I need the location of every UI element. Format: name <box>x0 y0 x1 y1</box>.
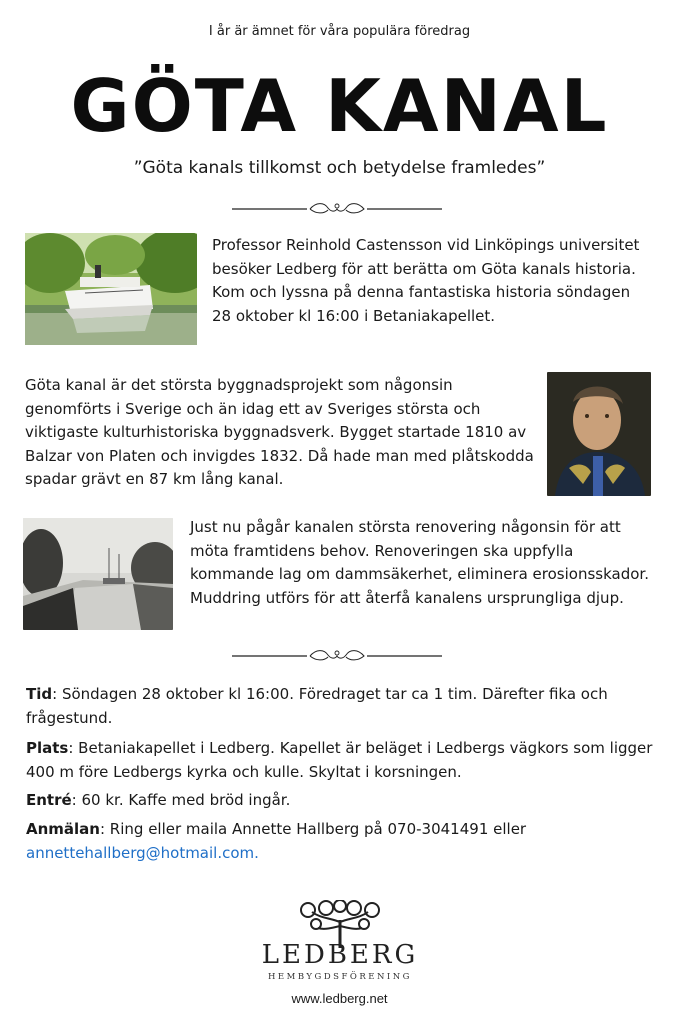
email-link[interactable]: annettehallberg@hotmail.com. <box>26 843 259 862</box>
tid-label: Tid <box>26 685 53 703</box>
ornamental-divider <box>232 646 442 666</box>
logo-subtitle: HEMBYGDSFÖRENING <box>268 972 412 982</box>
info-plats <box>26 737 656 784</box>
tid-text: : Söndagen 28 oktober kl 16:00. Föredraget tar ca 1 tim. Därefter fika och frågestund. <box>26 685 608 727</box>
info-anmalan <box>26 818 656 865</box>
canal-boat-photo <box>25 233 197 345</box>
anmalan-text: : Ring eller maila Annette Hallberg på 070-3041491 eller <box>99 820 527 838</box>
logo-name: LEDBERG <box>261 940 419 970</box>
info-entre <box>26 789 656 813</box>
paragraph-3: Just nu pågår kanalen största renovering någonsin för att möta framtidens behov. Renoveringen ska uppfylla kommande lag om dammsäkerhet, eliminera erosionsskador. Muddring utförs för att återfå kanalens ursprungliga djup. <box>190 518 649 607</box>
paragraph-2: Göta kanal är det största byggnadsprojekt som någonsin genomförts i Sverige och än idag ett av Sveriges största och viktigaste kulturhistoriska byggnadsverk. Bygget startade 1810 av Balzar von Platen och invigdes 1832. Då hade man med plåtskodda spadar grävt en 87 km lång kanal. <box>25 376 534 488</box>
page-title: GÖTA KANAL <box>70 64 609 148</box>
plats-label: Plats <box>26 739 69 757</box>
info-tid <box>26 683 656 730</box>
subtitle: ”Göta kanals tillkomst och betydelse framledes” <box>133 158 546 178</box>
plats-text: : Betaniakapellet i Ledberg. Kapellet är beläget i Ledbergs vägkors som ligger 400 m före Ledbergs kyrka och kulle. Skyltat i korsningen. <box>26 739 653 781</box>
ornamental-divider <box>232 199 442 219</box>
entre-text: : 60 kr. Kaffe med bröd ingår. <box>71 791 291 809</box>
paragraph-1: Professor Reinhold Castensson vid Linköpings universitet besöker Ledberg för att berätta om Göta kanals historia. Kom och lyssna på denna fantastiska historia söndagen 28 oktober kl 16:00 i Betaniakapellet. <box>212 236 640 325</box>
entre-label: Entré <box>26 791 72 809</box>
website-link[interactable]: www.ledberg.net <box>291 991 388 1006</box>
portrait-painting <box>547 372 651 496</box>
historic-canal-photo <box>23 518 173 630</box>
anmalan-label: Anmälan <box>26 820 100 838</box>
intro-text: I år är ämnet för våra populära föredrag <box>208 24 471 39</box>
